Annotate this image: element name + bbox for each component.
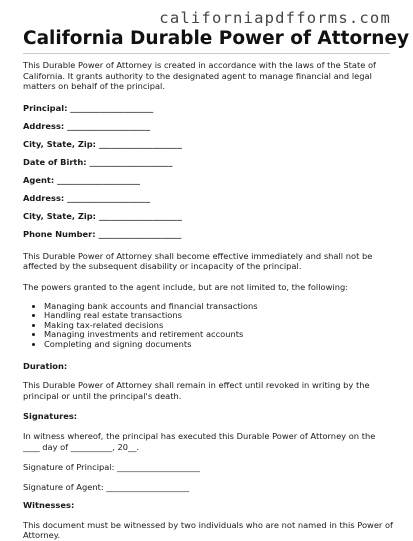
list-item: • Managing bank accounts and financial transactions xyxy=(44,302,393,312)
witnesses-heading: Witnesses: xyxy=(23,500,75,511)
list-item: • Completing and signing documents xyxy=(44,340,393,350)
list-item: • Handling real estate transactions xyxy=(44,311,393,321)
principal-signature-line[interactable]: Signature of Principal: ____________________ xyxy=(23,462,201,473)
agent-field[interactable]: Agent: ____________________ xyxy=(23,174,141,185)
agent-signature-line[interactable]: Signature of Agent: ____________________ xyxy=(23,482,190,493)
title-divider xyxy=(23,53,390,54)
powers-intro: The powers granted to the agent include, but are not limited to, the following: xyxy=(23,281,349,292)
list-item: • Making tax-related decisions xyxy=(44,321,393,331)
agent-address-field[interactable]: Address: ____________________ xyxy=(23,192,151,203)
date-of-birth-field[interactable]: Date of Birth: ____________________ xyxy=(23,156,173,167)
agent-city-state-zip-field[interactable]: City, State, Zip: ____________________ xyxy=(23,210,182,221)
document-title: California Durable Power of Attorney xyxy=(23,28,410,49)
witnesses-paragraph: This document must be witnessed by two individuals who are not named in this Power of Attorney. xyxy=(23,519,393,541)
document-body xyxy=(23,60,393,541)
site-watermark: californiapdfforms.com xyxy=(159,9,391,27)
powers-list xyxy=(23,302,393,350)
signatures-heading: Signatures: xyxy=(23,411,78,422)
principal-address-field[interactable]: Address: ____________________ xyxy=(23,120,151,131)
list-item: • Managing investments and retirement accounts xyxy=(44,330,393,340)
principal-field[interactable]: Principal: ____________________ xyxy=(23,102,154,113)
phone-number-field[interactable]: Phone Number: ____________________ xyxy=(23,228,182,239)
effective-paragraph: This Durable Power of Attorney shall become effective immediately and shall not be affected by the subsequent disability or incapacity of the principal. xyxy=(23,250,373,272)
principal-city-state-zip-field[interactable]: City, State, Zip: ____________________ xyxy=(23,138,182,149)
duration-paragraph: This Durable Power of Attorney shall remain in effect until revoked in writing by the principal or until the principal's death. xyxy=(23,380,370,401)
witness-statement: In witness whereof, the principal has executed this Durable Power of Attorney on the ____ day of __________, 20__. xyxy=(23,430,376,452)
intro-paragraph: This Durable Power of Attorney is created in accordance with the laws of the State of California. It grants authority to the designated agent to manage financial and legal matters on behalf of the principal. xyxy=(23,60,376,92)
duration-heading: Duration: xyxy=(23,360,68,371)
